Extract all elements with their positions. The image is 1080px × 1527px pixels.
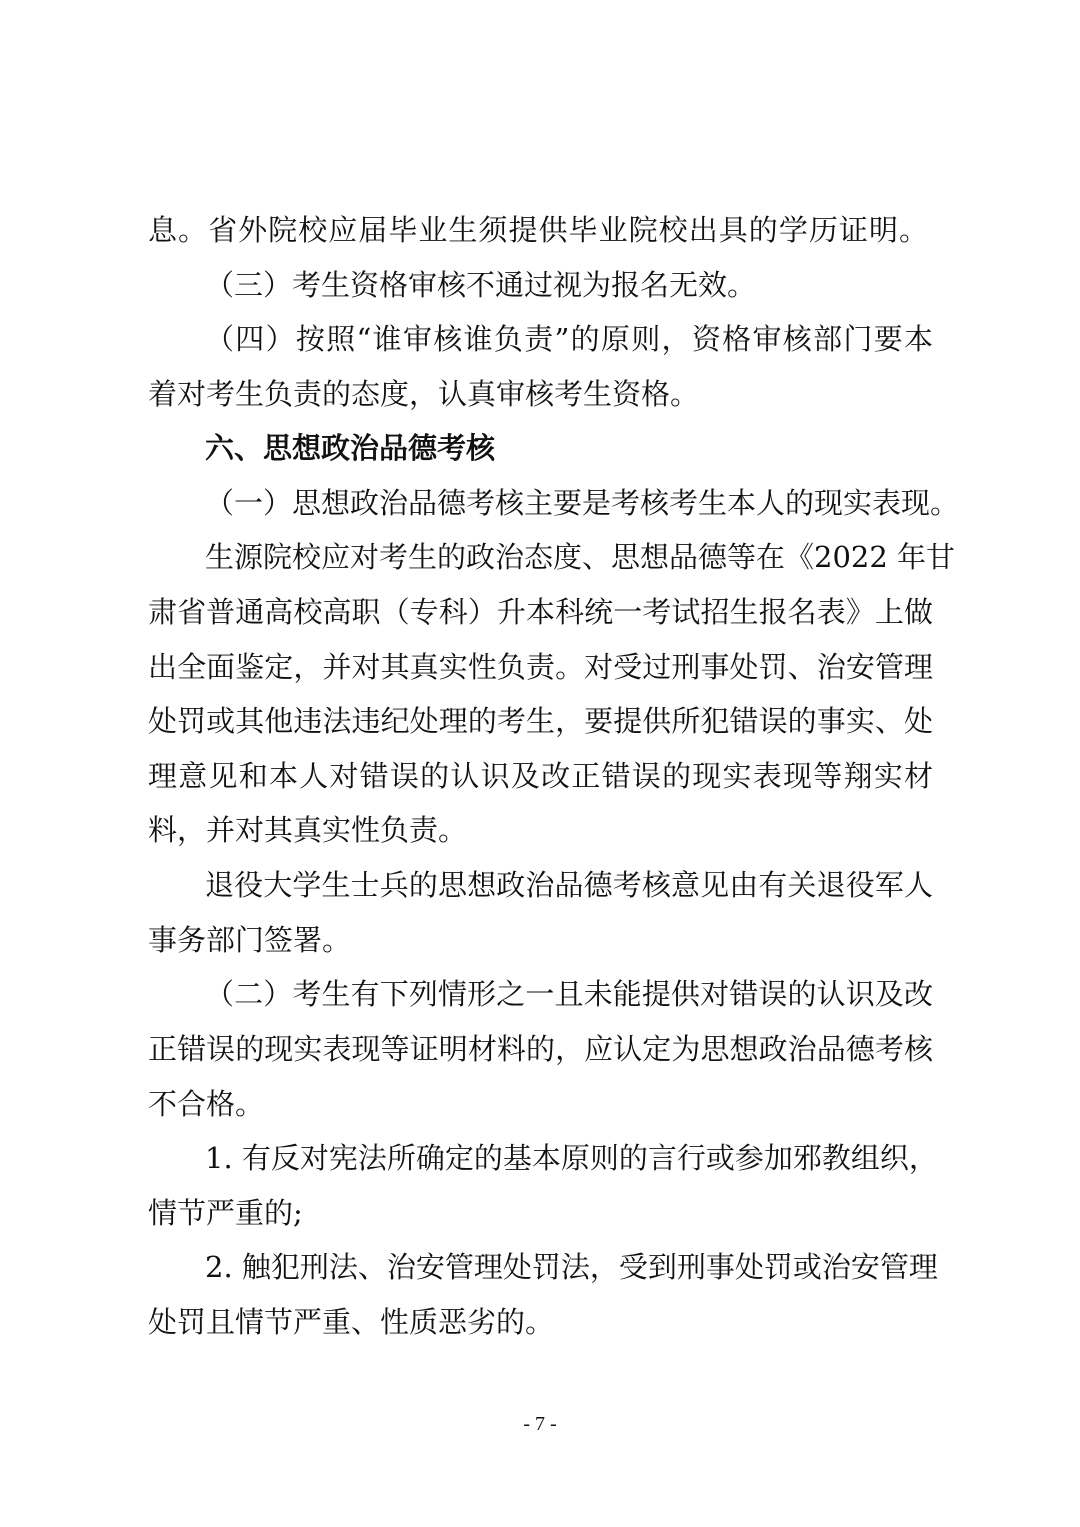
section-heading-six: 六、思想政治品德考核	[205, 431, 496, 465]
paragraph-line-15: （二）考生有下列情形之一且未能提供对错误的认识及改	[205, 977, 933, 1011]
paragraph-line-14: 事务部门签署。	[148, 923, 352, 957]
paragraph-line-3: （四）按照“谁审核谁负责”的原则，资格审核部门要本	[205, 322, 933, 356]
list-item-2-line-1: 2. 触犯刑法、治安管理处罚法，受到刑事处罚或治安管理	[205, 1250, 938, 1284]
paragraph-line-17: 不合格。	[148, 1087, 265, 1121]
paragraph-line-11: 理意见和本人对错误的认识及改正错误的现实表现等翔实材	[148, 759, 933, 793]
paragraph-line-16: 正错误的现实表现等证明材料的，应认定为思想政治品德考核	[148, 1032, 933, 1066]
list-item-1-line-2: 情节严重的;	[148, 1196, 303, 1230]
paragraph-line-1: 息。省外院校应届毕业生须提供毕业院校出具的学历证明。	[148, 213, 928, 247]
paragraph-line-8: 肃省普通高校高职（专科）升本科统一考试招生报名表》上做	[148, 595, 933, 629]
paragraph-line-13: 退役大学生士兵的思想政治品德考核意见由有关退役军人	[205, 868, 933, 902]
page-number: - 7 -	[523, 1413, 557, 1435]
paragraph-line-6: （一）思想政治品德考核主要是考核考生本人的现实表现。	[205, 486, 960, 520]
list-item-2-line-2: 处罚且情节严重、性质恶劣的。	[148, 1305, 555, 1339]
paragraph-line-9: 出全面鉴定，并对其真实性负责。对受过刑事处罚、治安管理	[148, 650, 933, 684]
paragraph-line-7: 生源院校应对考生的政治态度、思想品德等在《2022 年甘	[205, 540, 956, 574]
paragraph-line-12: 料，并对其真实性负责。	[148, 813, 468, 847]
list-item-1-line-1: 1. 有反对宪法所确定的基本原则的言行或参加邪教组织，	[205, 1141, 938, 1175]
paragraph-line-4: 着对考生负责的态度，认真审核考生资格。	[148, 377, 700, 411]
paragraph-line-2: （三）考生资格审核不通过视为报名无效。	[205, 268, 757, 302]
paragraph-line-10: 处罚或其他违法违纪处理的考生，要提供所犯错误的事实、处	[148, 704, 933, 738]
